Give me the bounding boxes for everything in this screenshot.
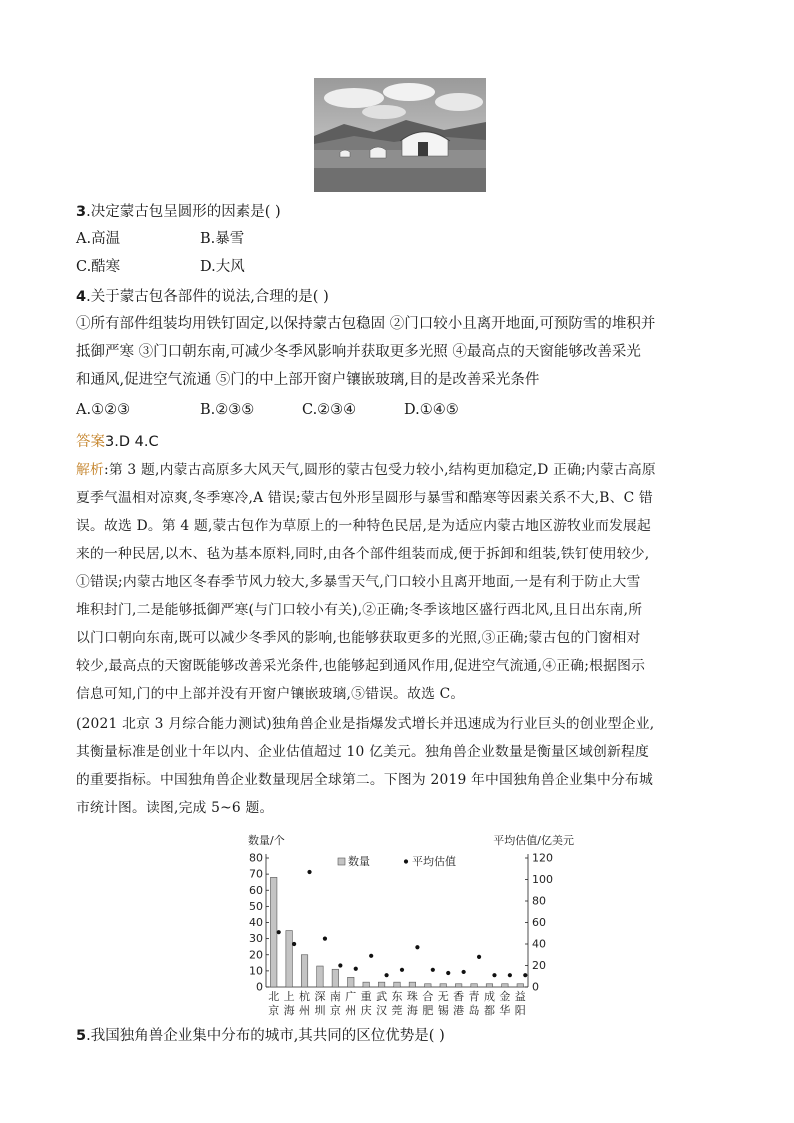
left-tick-label: 20 bbox=[249, 948, 263, 962]
analysis-line: 以门口朝向东南,既可以减少冬季风的影响,也能够获取更多的光照,③正确;蒙古包的门窗相对 bbox=[76, 630, 641, 646]
x-tick-label: 岛 bbox=[468, 1004, 480, 1017]
intro-line: (2021 北京 3 月综合能力测试)独角兽企业是指爆发式增长并迅速成为行业巨头的创业型企业, bbox=[76, 716, 655, 732]
bar-无锡 bbox=[440, 984, 446, 987]
left-tick-label: 10 bbox=[249, 964, 263, 978]
x-tick-label: 重 bbox=[360, 990, 372, 1003]
point-杭州 bbox=[307, 870, 311, 874]
x-tick-label: 圳 bbox=[314, 1004, 326, 1017]
bar-青岛 bbox=[471, 984, 477, 987]
answer-label: 答案 bbox=[76, 434, 105, 450]
right-tick-label: 0 bbox=[532, 980, 539, 994]
intro-line: 市统计图。读图,完成 5~6 题。 bbox=[76, 800, 274, 816]
left-tick-label: 0 bbox=[256, 980, 263, 994]
bar-武汉 bbox=[378, 982, 384, 987]
right-tick-label: 80 bbox=[532, 894, 546, 908]
x-tick-label: 州 bbox=[345, 1004, 357, 1017]
question-4-stem: 4.关于蒙古包各部件的说法,合理的是( ) bbox=[76, 289, 329, 305]
legend-point-swatch bbox=[404, 859, 408, 863]
x-tick-label: 香 bbox=[453, 990, 465, 1003]
analysis-line: 解析:第 3 题,内蒙古高原多大风天气,圆形的蒙古包受力较小,结构更加稳定,D 正确;内蒙古高原 bbox=[76, 462, 656, 478]
bar-香港 bbox=[455, 984, 461, 987]
bar-上海 bbox=[286, 931, 292, 987]
question-3-stem: 3.决定蒙古包呈圆形的因素是( ) bbox=[76, 204, 281, 220]
bar-成都 bbox=[486, 984, 492, 987]
legend-bar-label: 数量 bbox=[348, 855, 370, 868]
x-tick-label: 海 bbox=[406, 1004, 418, 1017]
intro-line: 其衡量标准是创业十年以内、企业估值超过 10 亿美元。独角兽企业数量是衡量区域创新程度 bbox=[76, 744, 650, 760]
x-tick-label: 汉 bbox=[376, 1004, 388, 1017]
x-tick-label: 益 bbox=[514, 990, 526, 1003]
intro-line: 的重要指标。中国独角兽企业数量现居全球第二。下图为 2019 年中国独角兽企业集中分布城 bbox=[76, 772, 653, 788]
left-tick-label: 30 bbox=[249, 932, 263, 946]
x-tick-label: 南 bbox=[329, 990, 341, 1003]
point-广州 bbox=[354, 967, 358, 971]
point-金华 bbox=[508, 973, 512, 977]
q3-option-c: C.酷寒 bbox=[76, 259, 121, 275]
right-tick-label: 120 bbox=[532, 851, 553, 865]
bar-合肥 bbox=[425, 984, 431, 987]
point-南京 bbox=[338, 963, 342, 967]
legend-point-label: 平均估值 bbox=[412, 855, 456, 868]
q4-option-c: C.②③④ bbox=[302, 402, 357, 418]
point-成都 bbox=[492, 973, 496, 977]
point-珠海 bbox=[415, 945, 419, 949]
x-tick-label: 北 bbox=[268, 990, 280, 1003]
right-tick-label: 20 bbox=[532, 959, 546, 972]
bar-重庆 bbox=[363, 982, 369, 987]
x-tick-label: 锡 bbox=[437, 1004, 449, 1017]
x-tick-label: 合 bbox=[422, 990, 434, 1003]
yurt-photo bbox=[314, 78, 486, 192]
left-tick-label: 40 bbox=[249, 916, 263, 929]
q4-option-d: D.①④⑤ bbox=[404, 402, 459, 418]
bar-金华 bbox=[502, 984, 508, 987]
left-axis-label: 数量/个 bbox=[248, 834, 285, 847]
bar-北京 bbox=[270, 877, 276, 987]
x-tick-label: 广 bbox=[345, 990, 357, 1003]
left-tick-label: 70 bbox=[249, 867, 263, 881]
q3-option-d: D.大风 bbox=[200, 259, 245, 275]
x-tick-label: 上 bbox=[283, 990, 295, 1003]
answer-line: 答案3.D 4.C bbox=[76, 434, 159, 450]
point-北京 bbox=[277, 930, 281, 934]
q4-body-line: 和通风,促进空气流通 ⑤门的中上部开窗户镶嵌玻璃,目的是改善采光条件 bbox=[76, 372, 540, 388]
right-tick-label: 100 bbox=[532, 873, 553, 886]
right-tick-label: 60 bbox=[532, 916, 546, 929]
x-tick-label: 港 bbox=[453, 1004, 465, 1017]
x-tick-label: 金 bbox=[499, 990, 511, 1003]
q4-body-line: ①所有部件组装均用铁钉固定,以保持蒙古包稳固 ②门口较小且离开地面,可预防雪的堆积并 bbox=[76, 316, 656, 332]
right-tick-label: 40 bbox=[532, 937, 546, 951]
point-合肥 bbox=[431, 968, 435, 972]
analysis-line: ①错误;内蒙古地区冬春季节风力较大,多暴雪天气,门口较小且离开地面,一是有利于防止大雪 bbox=[76, 574, 641, 590]
analysis-label: 解析 bbox=[76, 462, 104, 478]
bar-珠海 bbox=[409, 982, 415, 987]
x-tick-label: 莞 bbox=[391, 1004, 403, 1017]
x-tick-label: 阳 bbox=[514, 1004, 526, 1017]
q4-body-line: 抵御严寒 ③门口朝东南,可减少冬季风影响并获取更多光照 ④最高点的天窗能够改善采光 bbox=[76, 344, 641, 360]
bar-杭州 bbox=[301, 955, 307, 987]
question-5-stem: 5.我国独角兽企业集中分布的城市,其共同的区位优势是( ) bbox=[76, 1028, 445, 1044]
question-3-number: 3 bbox=[76, 204, 87, 220]
x-tick-label: 肥 bbox=[422, 1004, 434, 1017]
left-tick-label: 50 bbox=[249, 899, 263, 913]
point-青岛 bbox=[477, 955, 481, 959]
analysis-line: 堆积封门,二是能够抵御严寒(与门口较小有关),②正确;冬季该地区盛行西北风,且日出东南,所 bbox=[76, 602, 643, 618]
right-axis-label: 平均估值/亿美元 bbox=[493, 834, 574, 847]
x-tick-label: 深 bbox=[314, 990, 326, 1003]
legend-bar-swatch bbox=[338, 858, 345, 865]
bar-南京 bbox=[332, 969, 338, 987]
bar-益阳 bbox=[517, 984, 523, 987]
point-武汉 bbox=[384, 973, 388, 977]
q3-option-b: B.暴雪 bbox=[200, 231, 245, 247]
bar-深圳 bbox=[317, 966, 323, 987]
x-tick-label: 东 bbox=[391, 990, 403, 1003]
left-tick-label: 80 bbox=[249, 851, 263, 865]
analysis-line: 误。故选 D。第 4 题,蒙古包作为草原上的一种特色民居,是为适应内蒙古地区游牧业而发展起 bbox=[76, 518, 652, 534]
analysis-line: 夏季气温相对凉爽,冬季寒冷,A 错误;蒙古包外形呈圆形与暴雪和酷寒等因素关系不大,B、C 错 bbox=[76, 490, 653, 506]
x-tick-label: 都 bbox=[483, 1004, 495, 1017]
point-东莞 bbox=[400, 968, 404, 972]
question-5-number: 5 bbox=[76, 1028, 87, 1044]
point-上海 bbox=[292, 942, 296, 946]
x-tick-label: 京 bbox=[268, 1004, 280, 1017]
x-tick-label: 海 bbox=[283, 1004, 295, 1017]
question-4-number: 4 bbox=[76, 289, 87, 305]
analysis-line: 信息可知,门的中上部并没有开窗户镶嵌玻璃,⑤错误。故选 C。 bbox=[76, 686, 465, 702]
left-tick-label: 60 bbox=[249, 883, 263, 897]
x-tick-label: 京 bbox=[329, 1004, 341, 1017]
analysis-line: 较少,最高点的天窗既能够改善采光条件,也能够起到通风作用,促进空气流通,④正确;根据图示 bbox=[76, 658, 646, 674]
x-tick-label: 杭 bbox=[299, 990, 311, 1003]
x-tick-label: 武 bbox=[376, 990, 388, 1003]
point-益阳 bbox=[523, 973, 527, 977]
q3-option-a: A.高温 bbox=[76, 231, 121, 247]
q4-option-a: A.①②③ bbox=[76, 402, 131, 418]
point-重庆 bbox=[369, 954, 373, 958]
x-tick-label: 无 bbox=[437, 990, 449, 1003]
point-深圳 bbox=[323, 937, 327, 941]
x-tick-label: 青 bbox=[468, 990, 480, 1003]
unicorn-chart bbox=[246, 832, 576, 1018]
x-tick-label: 成 bbox=[483, 990, 495, 1003]
point-香港 bbox=[462, 970, 466, 974]
bar-东莞 bbox=[394, 982, 400, 987]
point-无锡 bbox=[446, 971, 450, 975]
q4-option-b: B.②③⑤ bbox=[200, 402, 255, 418]
x-tick-label: 华 bbox=[499, 1004, 511, 1017]
analysis-line: 来的一种民居,以木、毡为基本原料,同时,由各个部件组装而成,便于拆卸和组装,铁钉使用较少, bbox=[76, 546, 650, 562]
x-tick-label: 珠 bbox=[406, 990, 418, 1003]
bar-广州 bbox=[348, 977, 354, 987]
x-tick-label: 庆 bbox=[360, 1004, 372, 1017]
x-tick-label: 州 bbox=[299, 1004, 311, 1017]
